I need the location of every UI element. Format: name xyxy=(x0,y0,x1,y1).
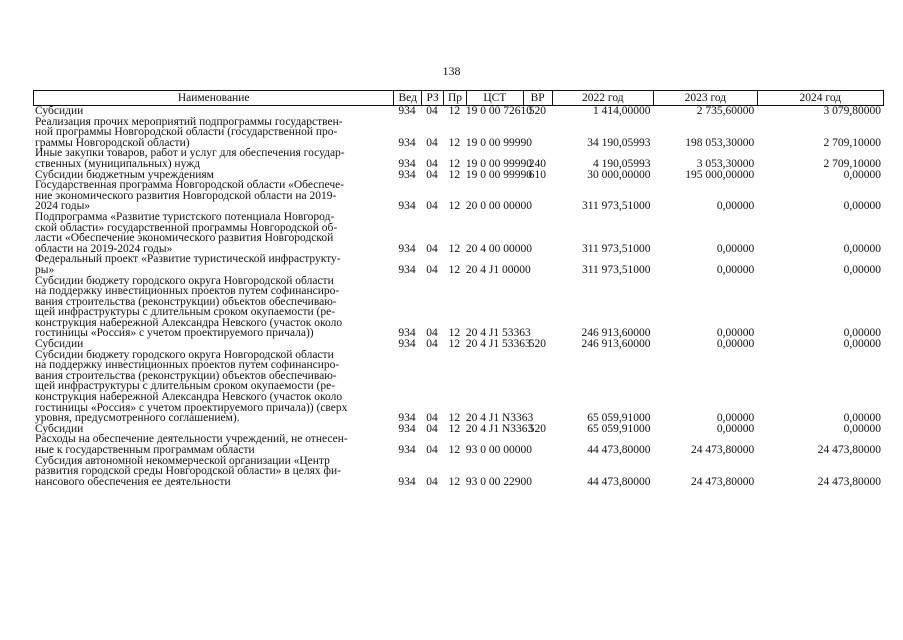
row-name: Государственная программа Новгородской области «Обеспече- ние экономического развития Новгородской области на 2019- 2024 годы» xyxy=(35,179,345,213)
row-cst: 20 4 J1 00000 xyxy=(465,263,531,276)
row-value-2024: 0,00000 xyxy=(843,422,881,435)
row-value-2024: 24 473,80000 xyxy=(817,444,881,456)
table-row xyxy=(33,148,884,169)
row-value-2023: 0,00000 xyxy=(716,242,755,255)
row-value-2023: 2 735,60000 xyxy=(696,105,755,117)
row-value-2024: 0,00000 xyxy=(843,338,881,351)
row-ved: 934 xyxy=(398,338,416,351)
row-name: Субсидии xyxy=(35,422,84,435)
row-value-2022: 65 059,91000 xyxy=(587,422,651,435)
row-pr: 12 xyxy=(448,200,461,213)
row-name: Расходы на обеспечение деятельности учреждений, не отнесен- ные к государственным программам области xyxy=(35,433,348,456)
row-rz: 04 xyxy=(426,338,438,351)
table-row xyxy=(33,276,884,340)
row-vr: 240 xyxy=(528,157,546,170)
row-pr: 12 xyxy=(448,157,461,170)
row-pr: 12 xyxy=(448,327,461,340)
row-value-2023: 195 000,00000 xyxy=(685,168,755,181)
row-ved: 934 xyxy=(398,444,416,456)
row-value-2022: 4 190,05993 xyxy=(593,157,651,170)
row-value-2023: 24 473,80000 xyxy=(691,475,755,488)
row-ved: 934 xyxy=(398,105,416,117)
row-value-2024: 24 473,80000 xyxy=(817,475,881,488)
row-vr: 520 xyxy=(528,422,546,435)
header-name: Наименование xyxy=(177,92,250,104)
row-pr: 12 xyxy=(448,168,461,181)
page-number: 138 xyxy=(442,64,461,78)
row-rz: 04 xyxy=(426,200,438,213)
row-value-2022: 44 473,80000 xyxy=(587,444,651,456)
table-row xyxy=(33,180,884,212)
row-ved: 934 xyxy=(398,263,416,276)
row-value-2023: 0,00000 xyxy=(716,338,755,351)
table-row xyxy=(33,350,884,424)
row-cst: 20 4 00 00000 xyxy=(465,242,532,255)
row-value-2024: 0,00000 xyxy=(843,327,881,340)
row-rz: 04 xyxy=(426,105,438,117)
row-value-2024: 0,00000 xyxy=(843,242,881,255)
row-rz: 04 xyxy=(426,422,438,435)
row-value-2022: 65 059,91000 xyxy=(587,412,651,425)
row-name: Субсидии бюджету городского округа Новгородской области на поддержку инвестиционных проектов путем софинансиро- вания строительства (реконструкции) объектов обеспечиваю- щей инфраструктуры с длительным сроком окупаемости (ре- конструкция набережной Александра Невского (участок около гостиницы «Россия» с учетом проектируемого причала)) xyxy=(35,274,343,340)
row-value-2023: 0,00000 xyxy=(716,327,755,340)
row-value-2023: 0,00000 xyxy=(716,263,755,276)
row-name: Субсидия автономной некоммерческой организации «Центр развития городской среды Новгородской области» в целях фи- нансового обеспечения ее деятельности xyxy=(35,454,341,488)
row-value-2023: 24 473,80000 xyxy=(691,444,755,456)
row-cst: 93 0 00 00000 xyxy=(465,444,532,456)
row-value-2023: 0,00000 xyxy=(716,200,755,213)
header-pr: Пр xyxy=(443,91,466,105)
table-body xyxy=(33,106,884,487)
row-rz: 04 xyxy=(426,475,438,488)
row-value-2022: 311 973,51000 xyxy=(581,242,651,255)
row-value-2022: 30 000,00000 xyxy=(587,168,651,181)
row-value-2022: 311 973,51000 xyxy=(581,200,651,213)
row-value-2023: 0,00000 xyxy=(716,412,755,425)
row-value-2022: 246 913,60000 xyxy=(581,327,651,340)
row-pr: 12 xyxy=(448,475,461,488)
row-cst: 20 0 00 00000 xyxy=(465,200,532,213)
row-pr: 12 xyxy=(448,412,461,425)
row-cst: 20 4 J1 N3363 xyxy=(465,412,534,425)
row-ved: 934 xyxy=(398,422,416,435)
row-value-2024: 3 079,80000 xyxy=(823,105,881,117)
row-vr: 520 xyxy=(528,105,546,117)
table-row xyxy=(33,117,884,149)
row-value-2024: 0,00000 xyxy=(843,168,881,181)
header-2023: 2023 год xyxy=(653,91,757,105)
row-ved: 934 xyxy=(398,157,416,170)
row-value-2024: 0,00000 xyxy=(843,200,881,213)
row-name: Субсидии xyxy=(35,338,84,351)
row-name: Субсидии бюджетным учреждениям xyxy=(35,168,214,181)
row-ved: 934 xyxy=(398,200,416,213)
table-row xyxy=(33,106,884,117)
row-name: Реализация прочих мероприятий подпрограммы государствен- ной программы Новгородской области (государственной про- граммы Новгородской области) xyxy=(35,115,343,149)
row-rz: 04 xyxy=(426,136,438,149)
row-cst: 20 4 J1 53363 xyxy=(465,327,531,340)
row-ved: 934 xyxy=(398,136,416,149)
header-cst: ЦСТ xyxy=(466,91,523,105)
budget-table xyxy=(33,90,884,487)
table-row xyxy=(33,434,884,455)
row-name: Субсидии бюджету городского округа Новгородской области на поддержку инвестиционных проектов путем софинансиро- вания строительства (реконструкции) объектов обеспечиваю- щей инфраструктуры с длительным сроком окупаемости (ре- конструкция набережной Александра Невского (участок около гостиницы «Россия» с учетом проектируемого причала)) (сверх уровня, предусмотренного соглашением). xyxy=(35,348,348,425)
header-2022: 2022 год xyxy=(552,91,654,105)
row-cst: 19 0 00 99990 xyxy=(465,157,532,170)
row-cst: 19 0 00 72610 xyxy=(465,105,532,117)
row-cst: 20 4 J1 N3363 xyxy=(465,422,534,435)
row-cst: 19 0 00 99990 xyxy=(465,136,532,149)
header-ved: Вед xyxy=(393,91,421,105)
row-cst: 19 0 00 99990 xyxy=(465,168,532,181)
row-value-2022: 246 913,60000 xyxy=(581,338,651,351)
row-ved: 934 xyxy=(398,242,416,255)
row-value-2022: 34 190,05993 xyxy=(587,136,651,149)
row-value-2024: 0,00000 xyxy=(843,412,881,425)
row-rz: 04 xyxy=(426,242,438,255)
row-vr: 520 xyxy=(528,338,546,351)
row-ved: 934 xyxy=(398,475,416,488)
row-name: Федеральный проект «Развитие туристической инфраструкту- ры» xyxy=(35,253,341,276)
header-rz: РЗ xyxy=(421,91,443,105)
row-value-2023: 0,00000 xyxy=(716,422,755,435)
row-rz: 04 xyxy=(426,327,438,340)
row-name: Подпрограмма «Развитие туристского потенциала Новгород- ской области» государственной программы Новгородской об- ласти «Обеспечение экономического развития Новгородской области на 2019-2024 годы» xyxy=(35,210,338,255)
row-value-2024: 2 709,10000 xyxy=(823,157,881,170)
table-row xyxy=(33,456,884,488)
row-pr: 12 xyxy=(448,422,461,435)
row-cst: 20 4 J1 53363 xyxy=(465,338,531,351)
table-row xyxy=(33,212,884,254)
row-rz: 04 xyxy=(426,157,438,170)
row-pr: 12 xyxy=(448,136,461,149)
row-pr: 12 xyxy=(448,444,461,456)
row-value-2022: 1 414,00000 xyxy=(593,105,651,117)
row-rz: 04 xyxy=(426,168,438,181)
row-pr: 12 xyxy=(448,338,461,351)
row-ved: 934 xyxy=(398,327,416,340)
table-header xyxy=(33,90,884,106)
row-value-2023: 198 053,30000 xyxy=(685,136,755,149)
row-value-2023: 3 053,30000 xyxy=(696,157,755,170)
table-row xyxy=(33,254,884,275)
row-rz: 04 xyxy=(426,263,438,276)
header-2024: 2024 год xyxy=(757,91,883,105)
row-cst: 93 0 00 22900 xyxy=(465,475,532,488)
row-pr: 12 xyxy=(448,105,461,117)
row-pr: 12 xyxy=(448,242,461,255)
row-value-2024: 0,00000 xyxy=(843,263,881,276)
row-vr: 610 xyxy=(528,168,546,181)
row-name: Иные закупки товаров, работ и услуг для обеспечения государ- ственных (муниципальных) нужд xyxy=(35,147,345,170)
row-name: Субсидии xyxy=(35,105,84,117)
row-rz: 04 xyxy=(426,412,438,425)
row-ved: 934 xyxy=(398,412,416,425)
header-vr: ВР xyxy=(523,91,552,105)
row-ved: 934 xyxy=(398,168,416,181)
row-value-2022: 311 973,51000 xyxy=(581,263,651,276)
row-value-2022: 44 473,80000 xyxy=(587,475,651,488)
row-pr: 12 xyxy=(448,263,461,276)
row-value-2024: 2 709,10000 xyxy=(823,136,881,149)
row-rz: 04 xyxy=(426,444,438,456)
